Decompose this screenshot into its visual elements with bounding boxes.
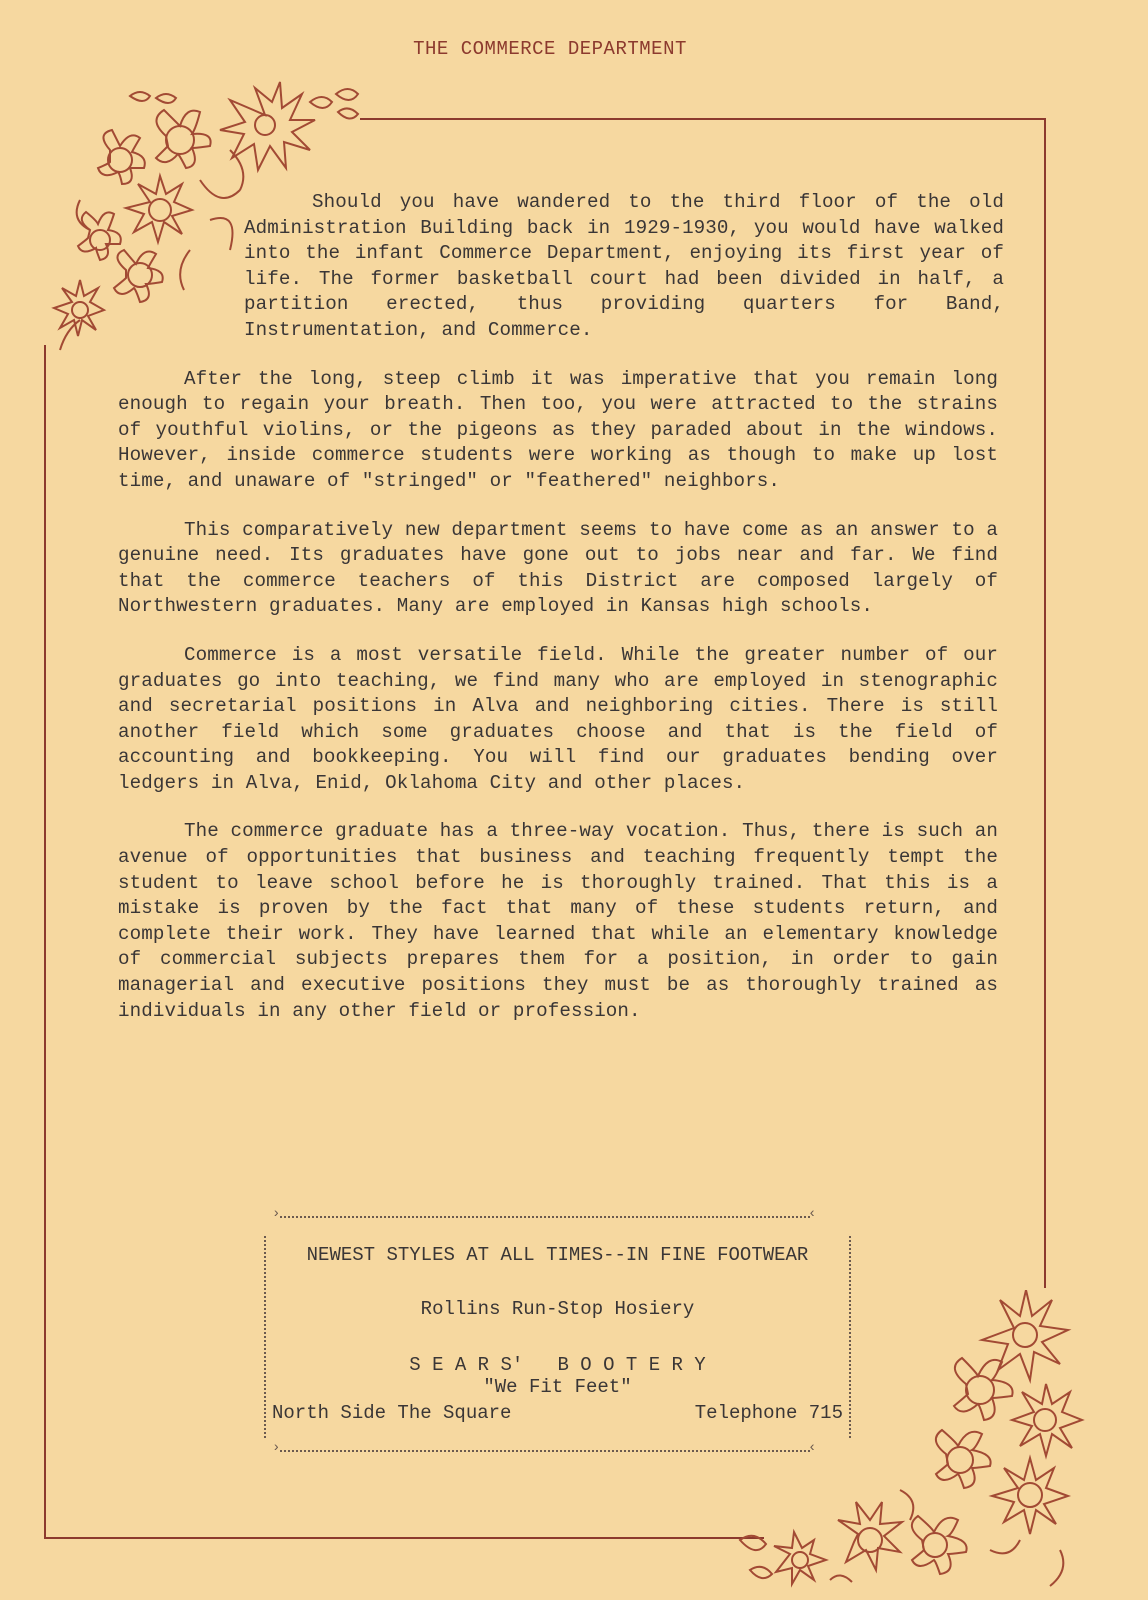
article-paragraph: Should you have wandered to the third floor of the old Administration Building back in 1929-1930, you would have walked into the infant Commerce Department, enjoying its first year of life. The former basketball court had been divided in half, a partition erected, thus providing quarters for Band, Instrumentation, and Commerce. [244,191,1004,341]
ad-top-rule [280,1216,810,1218]
article-paragraph: The commerce graduate has a three-way vocation. Thus, there is such an avenue of opportunities that business and teaching frequently tempt the student to leave school before he is thoroughly trained. That this is a mistake is proven by the fact that many of these students return, and complete their work. They have learned that while an elementary knowledge of commercial subjects prepares them for a position, in order to gain managerial and executive positions they must be as thoroughly trained as individuals in any other field or profession. [118,820,998,1022]
ad-product: Rollins Run-Stop Hosiery [420,1298,695,1320]
ad-store-name: S E A R S' B O O T E R Y [409,1354,706,1376]
ad-corner-mark-icon: ‹ [808,1440,817,1456]
ad-address: North Side The Square [272,1402,512,1424]
ad-telephone: Telephone 715 [694,1402,843,1424]
frame-bottom-border [44,1537,764,1539]
ad-headline: NEWEST STYLES AT ALL TIMES--IN FINE FOOTWEAR [306,1244,809,1266]
ad-slogan: "We Fit Feet" [483,1376,632,1398]
frame-top-border [360,118,1046,120]
article-paragraph: This comparatively new department seems to have come as an answer to a genuine need. Its graduates have gone out to jobs near and far. We find that the commerce teachers of this District are composed largely of Northwestern graduates. Many are employed in Kansas high schools. [118,518,998,618]
page-title: THE COMMERCE DEPARTMENT [413,38,687,60]
frame-left-border [44,345,46,1538]
advertisement-box [264,1236,851,1438]
ad-corner-mark-icon: ‹ [808,1206,817,1222]
article-paragraph: After the long, steep climb it was imperative that you remain long enough to regain your breath. Then too, you were attracted to the strains of youthful violins, or the pigeons as they paraded about in the windows. However, inside commerce students were working as though to make up lost time, and unaware of "stringed" or "feathered" neighbors. [118,367,998,492]
frame-right-border [1044,118,1046,1288]
article-body [118,190,1004,1047]
ad-corner-mark-icon: › [272,1440,281,1456]
article-paragraph: Commerce is a most versatile field. While the greater number of our graduates go into teaching, we find many who are employed in stenographic and secretarial positions in Alva and neighboring cities. There is still another field which some graduates choose and that is the field of accounting and bookkeeping. You will find our graduates bending over ledgers in Alva, Enid, Oklahoma City and other places. [118,643,998,794]
ad-bottom-rule [280,1450,810,1452]
ad-corner-mark-icon: › [272,1206,281,1222]
ad-contact-row [272,1402,843,1424]
